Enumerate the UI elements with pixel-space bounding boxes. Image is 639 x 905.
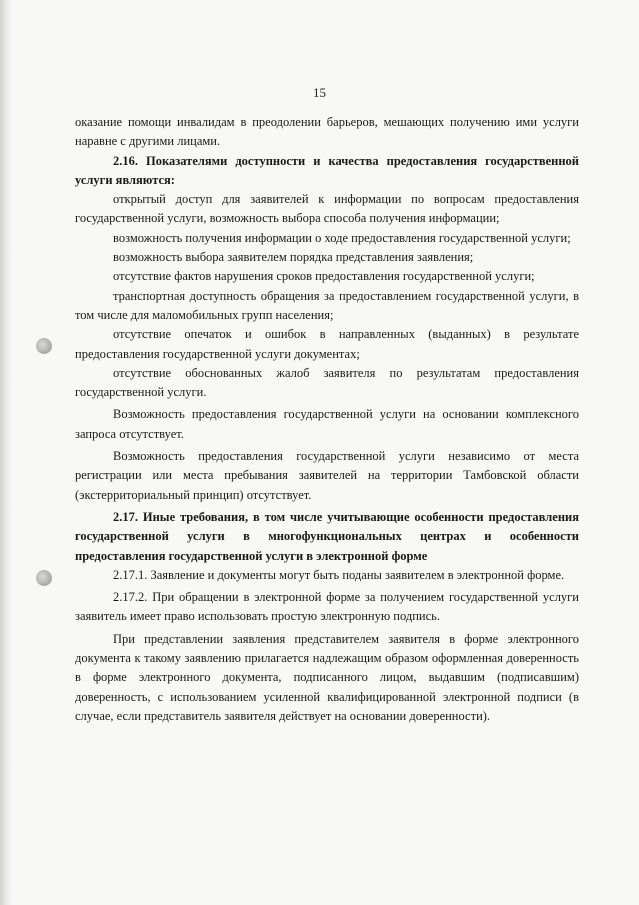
paragraph: Возможность предоставления государственной услуги на основании комплексного запроса отсутствует. <box>75 407 579 441</box>
paragraph: Возможность предоставления государственной услуги независимо от места регистрации или места пребывания заявителей на территории Тамбовской области (экстерриториальный принцип) отсутствует. <box>75 449 579 502</box>
paragraph: 2.17.2. При обращении в электронной форме за получением государственной услуги заявитель имеет право использовать простую электронную подпись. <box>75 590 579 624</box>
scan-edge-shadow <box>0 0 12 905</box>
list-item: отсутствие опечаток и ошибок в направленных (выданных) в результате предоставления государственной услуги документах; <box>75 327 579 361</box>
section-heading: 2.17. Иные требования, в том числе учитывающие особенности предоставления государственной услуги в многофункциональных центрах и особенности предоставления государственной услуги в электронной форме <box>75 509 579 563</box>
list-item: отсутствие обоснованных жалоб заявителя по результатам предоставления государственной услуги. <box>75 365 579 400</box>
paragraph: При представлении заявления представителем заявителя в форме электронного документа к такому заявлению прилагается надлежащим образом оформленная доверенность в форме электронного документа, подписанного лицом, выдавшим (подписавшим) доверенность, с использованием усиленной квалифицированной электронной подписи (в случае, если представитель заявителя действует на основании доверенности). <box>75 631 579 723</box>
document-body <box>75 113 579 726</box>
paragraph: 2.17.1. Заявление и документы могут быть поданы заявителем в электронной форме. <box>113 567 565 582</box>
page-number: 15 <box>313 85 326 100</box>
list-item: возможность выбора заявителем порядка представления заявления; <box>113 250 474 265</box>
section-heading: 2.16. Показателями доступности и качества предоставления государственной услуги являются: <box>75 153 579 187</box>
list-item: отсутствие фактов нарушения сроков предоставления государственной услуги; <box>113 269 535 284</box>
list-item: открытый доступ для заявителей к информации по вопросам предоставления государственной услуги, возможность выбора способа получения информации; <box>75 192 579 226</box>
list-item: транспортная доступность обращения за предоставлением государственной услуги, в том числе для маломобильных групп населения; <box>75 288 579 322</box>
paragraph: оказание помощи инвалидам в преодолении барьеров, мешающих получению ими услуги наравне с другими лицами. <box>75 115 579 149</box>
punch-hole-mark <box>36 570 52 586</box>
punch-hole-mark <box>36 338 52 354</box>
list-item: возможность получения информации о ходе предоставления государственной услуги; <box>113 230 571 245</box>
